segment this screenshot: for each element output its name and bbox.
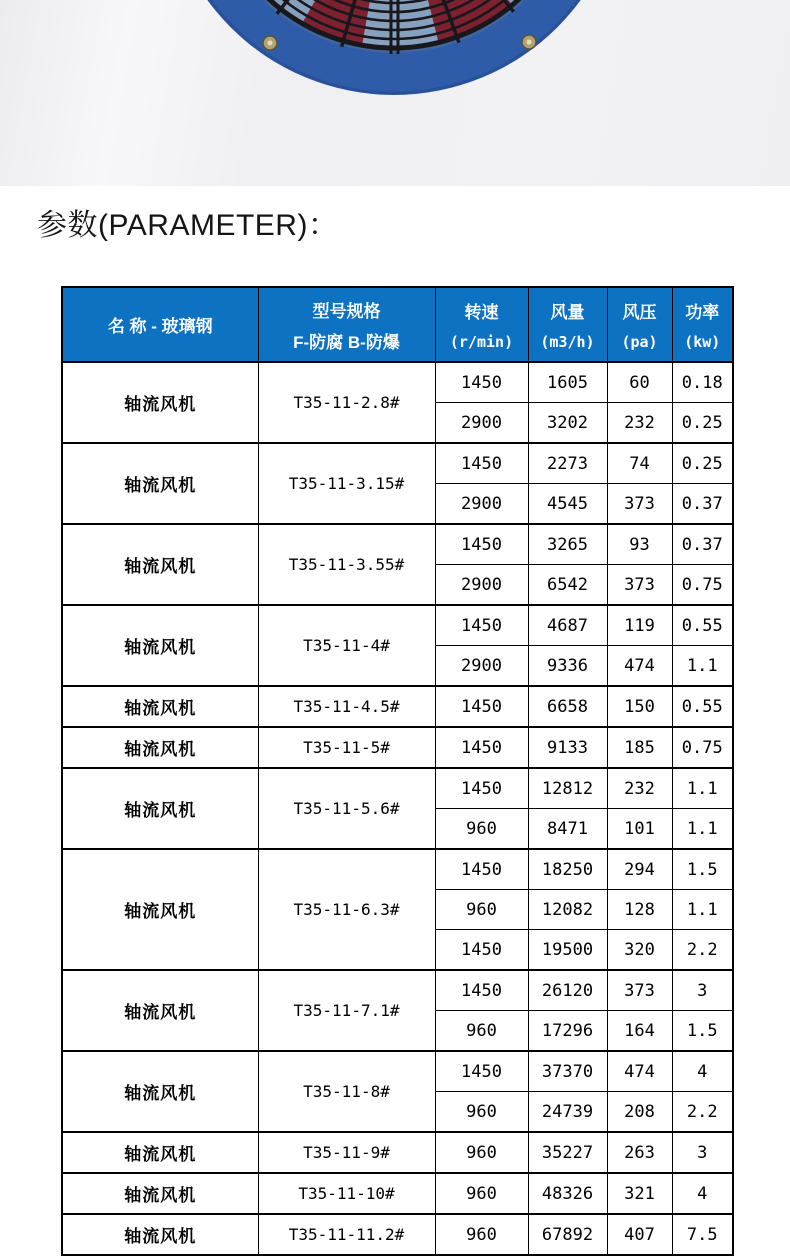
speed-cell: 1450 <box>435 686 528 727</box>
table-row <box>62 970 733 1011</box>
fan-name-cell: 轴流风机 <box>62 443 258 524</box>
pressure-cell: 474 <box>607 646 672 687</box>
pressure-cell: 128 <box>607 890 672 930</box>
fan-name-cell: 轴流风机 <box>62 362 258 443</box>
speed-cell: 1450 <box>435 443 528 484</box>
power-cell: 1.1 <box>672 768 733 809</box>
table-row <box>62 849 733 890</box>
power-cell: 0.37 <box>672 524 733 565</box>
power-cell: 1.1 <box>672 809 733 850</box>
fan-name-cell: 轴流风机 <box>62 1132 258 1173</box>
speed-cell: 1450 <box>435 1051 528 1092</box>
speed-cell: 960 <box>435 1173 528 1214</box>
speed-cell: 1450 <box>435 605 528 646</box>
header-pressure-line1: 风压 <box>622 303 657 323</box>
power-cell: 7.5 <box>672 1214 733 1255</box>
airflow-cell: 4687 <box>528 605 607 646</box>
pressure-cell: 373 <box>607 565 672 606</box>
airflow-cell: 26120 <box>528 970 607 1011</box>
power-cell: 2.2 <box>672 1092 733 1133</box>
speed-cell: 2900 <box>435 403 528 444</box>
pressure-cell: 407 <box>607 1214 672 1255</box>
table-row <box>62 1214 733 1255</box>
model-cell: T35-11-8# <box>258 1051 435 1132</box>
header-airflow-unit: (m3/h) <box>540 332 595 351</box>
airflow-cell: 3265 <box>528 524 607 565</box>
pressure-cell: 60 <box>607 362 672 403</box>
header-speed-unit: (r/min) <box>449 332 514 351</box>
header-pressure <box>607 287 672 362</box>
speed-cell: 1450 <box>435 362 528 403</box>
airflow-cell: 35227 <box>528 1132 607 1173</box>
pressure-cell: 101 <box>607 809 672 850</box>
table-row <box>62 605 733 646</box>
fan-name-cell: 轴流风机 <box>62 686 258 727</box>
pressure-cell: 150 <box>607 686 672 727</box>
header-speed <box>435 287 528 362</box>
pressure-cell: 232 <box>607 768 672 809</box>
airflow-cell: 8471 <box>528 809 607 850</box>
table-row <box>62 1173 733 1214</box>
header-name <box>62 287 258 362</box>
airflow-cell: 9336 <box>528 646 607 687</box>
pressure-cell: 474 <box>607 1051 672 1092</box>
power-cell: 1.1 <box>672 646 733 687</box>
airflow-cell: 24739 <box>528 1092 607 1133</box>
airflow-cell: 17296 <box>528 1011 607 1052</box>
airflow-cell: 9133 <box>528 727 607 768</box>
speed-cell: 960 <box>435 1214 528 1255</box>
speed-cell: 2900 <box>435 646 528 687</box>
fan-name-cell: 轴流风机 <box>62 1173 258 1214</box>
power-cell: 2.2 <box>672 930 733 971</box>
table-row <box>62 1051 733 1092</box>
power-cell: 1.1 <box>672 890 733 930</box>
power-cell: 0.55 <box>672 686 733 727</box>
parameter-table-body <box>62 362 733 1255</box>
airflow-cell: 1605 <box>528 362 607 403</box>
table-row <box>62 686 733 727</box>
airflow-cell: 12082 <box>528 890 607 930</box>
pressure-cell: 164 <box>607 1011 672 1052</box>
header-name-label: 名 称 - 玻璃钢 <box>107 317 213 336</box>
pressure-cell: 320 <box>607 930 672 971</box>
header-power-unit: (kw) <box>684 332 721 351</box>
fan-name-cell: 轴流风机 <box>62 1051 258 1132</box>
table-row <box>62 524 733 565</box>
airflow-cell: 19500 <box>528 930 607 971</box>
header-airflow-line1: 风量 <box>550 303 585 323</box>
speed-cell: 1450 <box>435 930 528 971</box>
table-row <box>62 727 733 768</box>
header-power-line1: 功率 <box>685 303 720 323</box>
pressure-cell: 373 <box>607 484 672 525</box>
parameter-table <box>61 286 734 1256</box>
speed-cell: 960 <box>435 1132 528 1173</box>
pressure-cell: 119 <box>607 605 672 646</box>
model-cell: T35-11-6.3# <box>258 849 435 970</box>
power-cell: 1.5 <box>672 1011 733 1052</box>
pressure-cell: 373 <box>607 970 672 1011</box>
header-model-line2: F-防腐 B-防爆 <box>293 332 400 352</box>
header-airflow <box>528 287 607 362</box>
speed-cell: 960 <box>435 890 528 930</box>
airflow-cell: 3202 <box>528 403 607 444</box>
model-cell: T35-11-3.55# <box>258 524 435 605</box>
pressure-cell: 263 <box>607 1132 672 1173</box>
header-pressure-unit: (pa) <box>621 332 658 351</box>
speed-cell: 2900 <box>435 484 528 525</box>
header-model-line1: 型号规格 <box>312 301 381 321</box>
airflow-cell: 2273 <box>528 443 607 484</box>
power-cell: 0.25 <box>672 443 733 484</box>
speed-cell: 960 <box>435 1092 528 1133</box>
airflow-cell: 18250 <box>528 849 607 890</box>
airflow-cell: 12812 <box>528 768 607 809</box>
power-cell: 0.55 <box>672 605 733 646</box>
model-cell: T35-11-7.1# <box>258 970 435 1051</box>
fan-name-cell: 轴流风机 <box>62 1214 258 1255</box>
pressure-cell: 185 <box>607 727 672 768</box>
speed-cell: 2900 <box>435 565 528 606</box>
speed-cell: 1450 <box>435 727 528 768</box>
fan-name-cell: 轴流风机 <box>62 768 258 849</box>
table-row <box>62 768 733 809</box>
header-model <box>258 287 435 362</box>
header-speed-line1: 转速 <box>464 303 499 323</box>
table-row <box>62 443 733 484</box>
airflow-cell: 48326 <box>528 1173 607 1214</box>
model-cell: T35-11-4# <box>258 605 435 686</box>
product-photo <box>0 0 790 186</box>
power-cell: 0.25 <box>672 403 733 444</box>
speed-cell: 960 <box>435 809 528 850</box>
table-row <box>62 1132 733 1173</box>
airflow-cell: 6658 <box>528 686 607 727</box>
power-cell: 1.5 <box>672 849 733 890</box>
airflow-cell: 4545 <box>528 484 607 525</box>
airflow-cell: 37370 <box>528 1051 607 1092</box>
pressure-cell: 232 <box>607 403 672 444</box>
model-cell: T35-11-9# <box>258 1132 435 1173</box>
table-header-row <box>62 287 733 362</box>
parameter-table-wrap <box>61 286 790 1256</box>
model-cell: T35-11-4.5# <box>258 686 435 727</box>
fan-name-cell: 轴流风机 <box>62 605 258 686</box>
model-cell: T35-11-11.2# <box>258 1214 435 1255</box>
axial-fan-image <box>0 0 790 186</box>
power-cell: 3 <box>672 1132 733 1173</box>
speed-cell: 960 <box>435 1011 528 1052</box>
model-cell: T35-11-2.8# <box>258 362 435 443</box>
model-cell: T35-11-10# <box>258 1173 435 1214</box>
pressure-cell: 321 <box>607 1173 672 1214</box>
airflow-cell: 6542 <box>528 565 607 606</box>
speed-cell: 1450 <box>435 768 528 809</box>
airflow-cell: 67892 <box>528 1214 607 1255</box>
header-power <box>672 287 733 362</box>
fan-name-cell: 轴流风机 <box>62 524 258 605</box>
pressure-cell: 74 <box>607 443 672 484</box>
power-cell: 3 <box>672 970 733 1011</box>
table-row <box>62 362 733 403</box>
pressure-cell: 93 <box>607 524 672 565</box>
model-cell: T35-11-3.15# <box>258 443 435 524</box>
power-cell: 4 <box>672 1051 733 1092</box>
power-cell: 4 <box>672 1173 733 1214</box>
speed-cell: 1450 <box>435 524 528 565</box>
fan-name-cell: 轴流风机 <box>62 849 258 970</box>
power-cell: 0.18 <box>672 362 733 403</box>
model-cell: T35-11-5.6# <box>258 768 435 849</box>
pressure-cell: 294 <box>607 849 672 890</box>
model-cell: T35-11-5# <box>258 727 435 768</box>
power-cell: 0.75 <box>672 727 733 768</box>
parameter-section-title: 参数(PARAMETER)： <box>37 209 339 242</box>
fan-name-cell: 轴流风机 <box>62 727 258 768</box>
speed-cell: 1450 <box>435 849 528 890</box>
power-cell: 0.75 <box>672 565 733 606</box>
power-cell: 0.37 <box>672 484 733 525</box>
pressure-cell: 208 <box>607 1092 672 1133</box>
fan-name-cell: 轴流风机 <box>62 970 258 1051</box>
speed-cell: 1450 <box>435 970 528 1011</box>
